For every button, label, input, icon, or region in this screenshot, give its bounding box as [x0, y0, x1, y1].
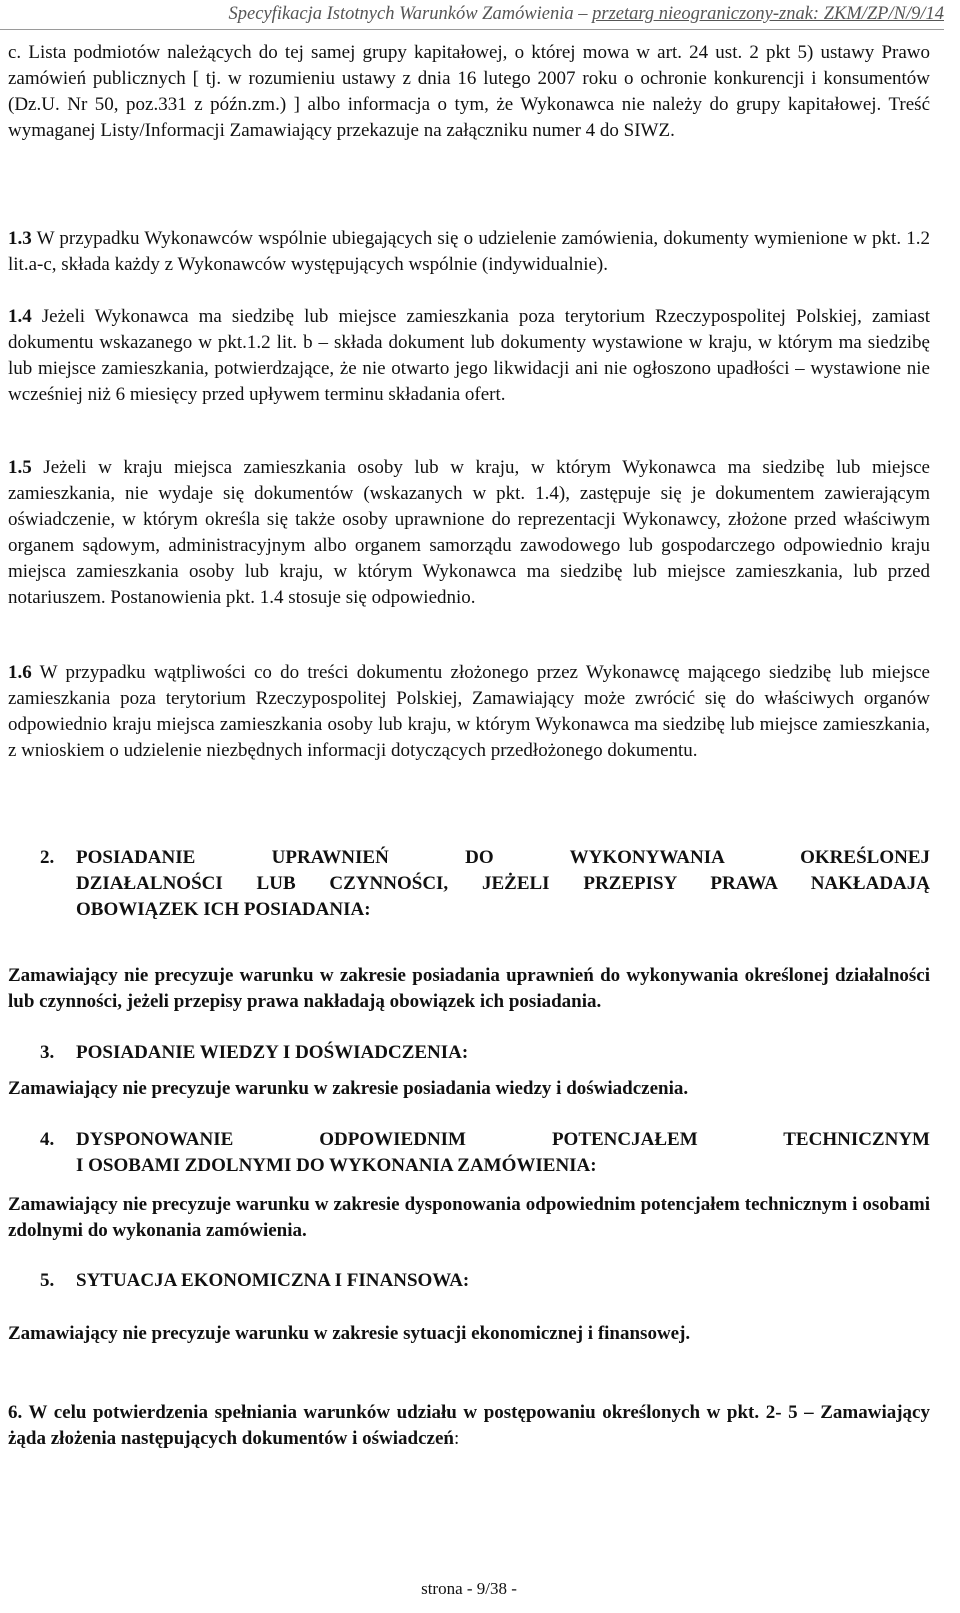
paragraph-c	[8, 40, 930, 144]
section-6-text: 6. W celu potwierdzenia spełniania warunków udziału w postępowaniu określonych w pkt. 2- 5 – Zamawiający żąda złożenia następujących dokumentów i oświadczeń	[8, 1402, 930, 1449]
paragraph-1-3	[8, 226, 930, 278]
paragraph-1-4-number: 1.4	[8, 306, 32, 327]
section-2-body: Zamawiający nie precyzuje warunku w zakresie posiadania uprawnień do wykonywania określonej działalności lub czynności, jeżeli przepisy prawa nakładają obowiązek ich posiadania.	[8, 965, 930, 1012]
page-header	[0, 3, 944, 30]
paragraph-1-5-text: Jeżeli w kraju miejsca zamieszkania osoby lub w kraju, w którym Wykonawca ma siedzibę lub miejsce zamieszkania, nie wydaje się dokumentów (wskazanych w pkt. 1.4), zastępuje się je dokumentem zawierającym oświadczenie, w którym określa się także osoby uprawnione do reprezentacji Wykonawcy, złożone przed właściwym organem sądowym, administracyjnym albo organem samorządu zawodowego lub gospodarczego odpowiednio kraju miejsca zamieszkania osoby lub kraju, w którym Wykonawca ma siedzibę lub miejsce zamieszkania, lub przed notariuszem. Postanowienia pkt. 1.4 stosuje się odpowiednio.	[8, 457, 930, 608]
section-2-heading	[40, 845, 930, 923]
paragraph-1-3-text: W przypadku Wykonawców wspólnie ubiegających się o udzielenie zamówienia, dokumenty wymienione w pkt. 1.2 lit.a-c, składa każdy z Wykonawców występujących wspólnie (indywidualnie).	[8, 228, 930, 275]
paragraph-1-6-text: W przypadku wątpliwości co do treści dokumentu złożonego przez Wykonawcę mającego siedzibę lub miejsce zamieszkania poza terytorium Rzeczypospolitej Polskiej, Zamawiający może zwrócić się do właściwych organów odpowiednio kraju miejsca zamieszkania osoby lub kraju, w którym Wykonawca ma siedzibę lub miejsce zamieszkania, z wnioskiem o udzielenie niezbędnych informacji dotyczących przedłożonego dokumentu.	[8, 662, 930, 761]
section-3-body: Zamawiający nie precyzuje warunku w zakresie posiadania wiedzy i doświadczenia.	[8, 1078, 689, 1099]
section-5-number: 5.	[40, 1270, 55, 1291]
header-title: Specyfikacja Istotnych Warunków Zamówienia	[228, 4, 574, 24]
section-5-heading	[40, 1268, 930, 1294]
section-6-colon: :	[453, 1428, 460, 1449]
paragraph-1-4-text: Jeżeli Wykonawca ma siedzibę lub miejsce zamieszkania poza terytorium Rzeczypospolitej Polskiej, zamiast dokumentu wskazanego w pkt.1.2 lit. b – składa dokument lub dokumenty wystawione w kraju, w którym ma siedzibę lub miejsce zamieszkania, potwierdzające, że nie otwarto jego likwidacji ani nie ogłoszono upadłości – wystawione nie wcześniej niż 6 miesięcy przed upływem terminu składania ofert.	[8, 306, 930, 405]
header-subtitle: przetarg nieograniczony-znak: ZKM/ZP/N/9/14	[592, 4, 944, 24]
paragraph-c-text: c. Lista podmiotów należących do tej samej grupy kapitałowej, o której mowa w art. 24 ust. 2 pkt 5) ustawy Prawo zamówień publicznych [ tj. w rozumieniu ustawy z dnia 16 lutego 2007 roku o ochronie konkurencji i konsumentów (Dz.U. Nr 50, poz.331 z późn.zm.) ] albo informacja o tym, że Wykonawca nie należy do grupy kapitałowej. Treść wymaganej Listy/Informacji Zamawiający przekazuje na załączniku numer 4 do SIWZ.	[8, 42, 930, 141]
section-6-paragraph	[8, 1400, 930, 1452]
paragraph-1-5	[8, 455, 930, 611]
section-4-number: 4.	[40, 1129, 55, 1150]
paragraph-1-6-number: 1.6	[8, 662, 32, 683]
section-5-body: Zamawiający nie precyzuje warunku w zakresie sytuacji ekonomicznej i finansowej.	[8, 1323, 691, 1344]
section-3-number: 3.	[40, 1042, 55, 1063]
section-3-title: POSIADANIE WIEDZY I DOŚWIADCZENIA:	[76, 1042, 469, 1063]
section-3-heading	[40, 1040, 930, 1066]
section-4-heading-line1: 4. DYSPONOWANIE ODPOWIEDNIM POTENCJAŁEM TECHNICZNYM	[40, 1127, 930, 1153]
page-number-footer: strona - 9/38 -	[421, 1579, 517, 1598]
section-5-title: SYTUACJA EKONOMICZNA I FINANSOWA:	[76, 1270, 470, 1291]
paragraph-1-6	[8, 660, 930, 764]
section-2-number: 2.	[40, 847, 55, 868]
section-4-heading	[40, 1127, 930, 1179]
paragraph-1-3-number: 1.3	[8, 228, 32, 249]
section-2-heading-line1: 2. POSIADANIE UPRAWNIEŃ DO WYKONYWANIA OKREŚLONEJ	[40, 845, 930, 871]
section-4-heading-line2: I OSOBAMI ZDOLNYMI DO WYKONANIA ZAMÓWIENIA:	[76, 1155, 597, 1176]
paragraph-1-4	[8, 304, 930, 408]
header-dash: –	[573, 4, 593, 24]
section-2-heading-line3: OBOWIĄZEK ICH POSIADANIA:	[76, 899, 371, 920]
paragraph-1-5-number: 1.5	[8, 457, 32, 478]
section-4-body: Zamawiający nie precyzuje warunku w zakresie dysponowania odpowiednim potencjałem technicznym i osobami zdolnymi do wykonania zamówienia.	[8, 1194, 930, 1241]
section-2-heading-line2: DZIAŁALNOŚCI LUB CZYNNOŚCI, JEŻELI PRZEPISY PRAWA NAKŁADAJĄ	[76, 873, 930, 894]
